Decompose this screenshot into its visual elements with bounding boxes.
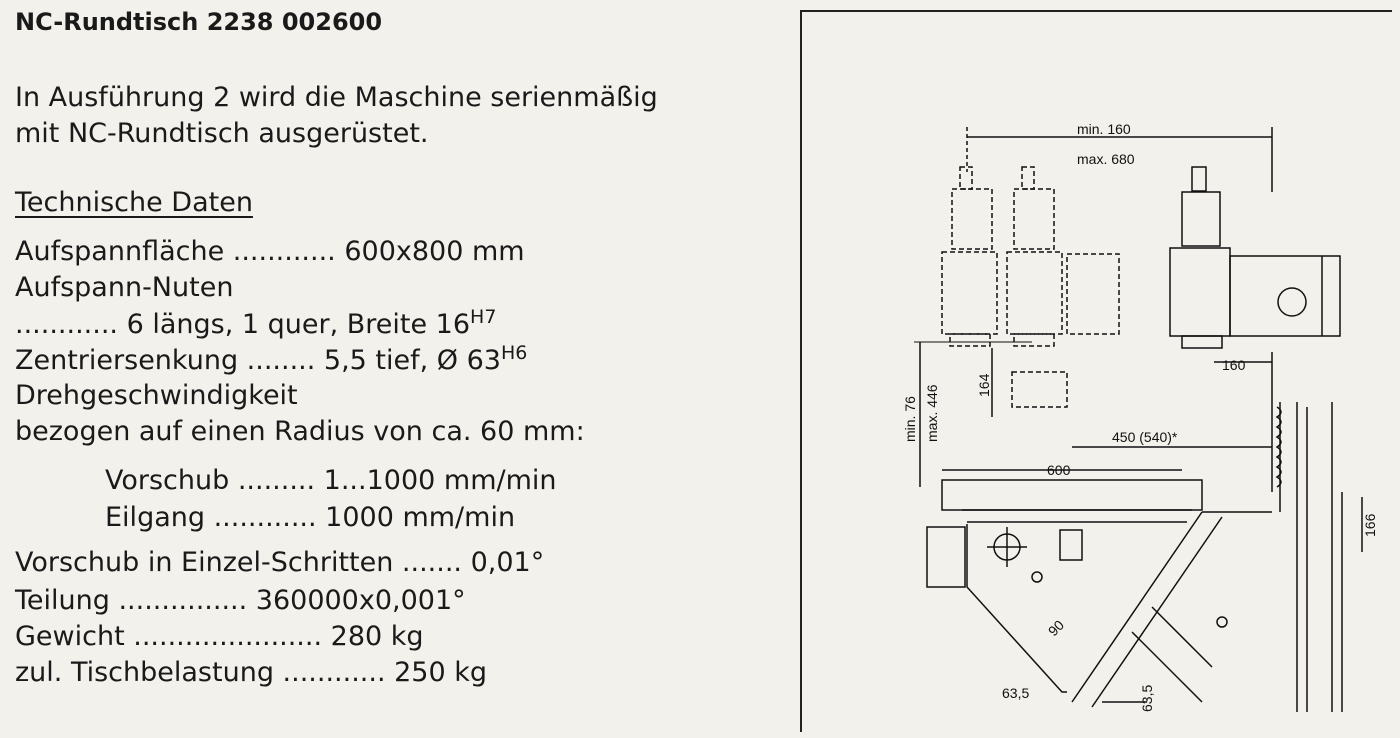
- spec-eilgang: Eilgang ............ 1000 mm/min: [105, 502, 516, 533]
- label-600: 600: [1047, 462, 1071, 478]
- page-title: NC-Rundtisch 2238 002600: [15, 8, 383, 36]
- label-63-5-left: 63,5: [1002, 685, 1030, 701]
- intro-line-2: mit NC-Rundtisch ausgerüstet.: [15, 118, 429, 149]
- label-63-5-bottom: 63,5: [1139, 684, 1155, 712]
- spec-zentriersenkung: [15, 342, 527, 376]
- intro-line-1: In Ausführung 2 wird die Maschine serienmäßig: [15, 82, 658, 113]
- machine-column: [1272, 352, 1342, 712]
- label-max680: max. 680: [1077, 151, 1135, 167]
- label-max446: max. 446: [924, 384, 940, 442]
- spec-einzelschritte: Vorschub in Einzel-Schritten ....... 0,01°: [15, 547, 545, 578]
- label-min160: min. 160: [1077, 121, 1131, 137]
- dashed-spindle-1: [942, 167, 997, 346]
- spec-teilung: Teilung ............... 360000x0,001°: [15, 585, 466, 616]
- spec-nuten-label: Aufspann-Nuten: [15, 272, 234, 303]
- label-166: 166: [1362, 513, 1378, 537]
- specs-heading: Technische Daten: [15, 187, 253, 218]
- label-164: 164: [976, 373, 992, 397]
- inclined-slide: [1072, 512, 1272, 707]
- label-450: 450 (540)*: [1112, 429, 1178, 445]
- solid-spindle: [1170, 167, 1340, 348]
- spec-nuten-text: ............ 6 längs, 1 quer, Breite 16: [15, 309, 471, 340]
- spec-tischbelastung: zul. Tischbelastung ............ 250 kg: [15, 657, 487, 688]
- intro-paragraph: [15, 80, 658, 152]
- spec-vorschub: Vorschub ......... 1...1000 mm/min: [105, 465, 557, 496]
- spec-nuten-tolerance: H7: [470, 306, 497, 328]
- spec-bezogen: bezogen auf einen Radius von ca. 60 mm:: [15, 416, 585, 447]
- label-160: 160: [1222, 357, 1246, 373]
- drawing-frame: [800, 10, 1392, 732]
- spec-zentrier-text: Zentriersenkung ........ 5,5 tief, Ø 63: [15, 345, 501, 376]
- spec-gewicht: Gewicht ...................... 280 kg: [15, 621, 424, 652]
- rotary-table: [927, 480, 1227, 692]
- label-min76: min. 76: [902, 396, 918, 442]
- label-90: 90: [1044, 616, 1068, 640]
- spec-drehgeschwindigkeit: Drehgeschwindigkeit: [15, 380, 298, 411]
- spec-aufspannflaeche: Aufspannfläche ............ 600x800 mm: [15, 236, 525, 267]
- spec-zentrier-tolerance: H6: [501, 342, 528, 364]
- technical-drawing: [802, 12, 1394, 734]
- spec-nuten-value: [15, 306, 496, 340]
- dashed-spindle-2: [1007, 167, 1119, 407]
